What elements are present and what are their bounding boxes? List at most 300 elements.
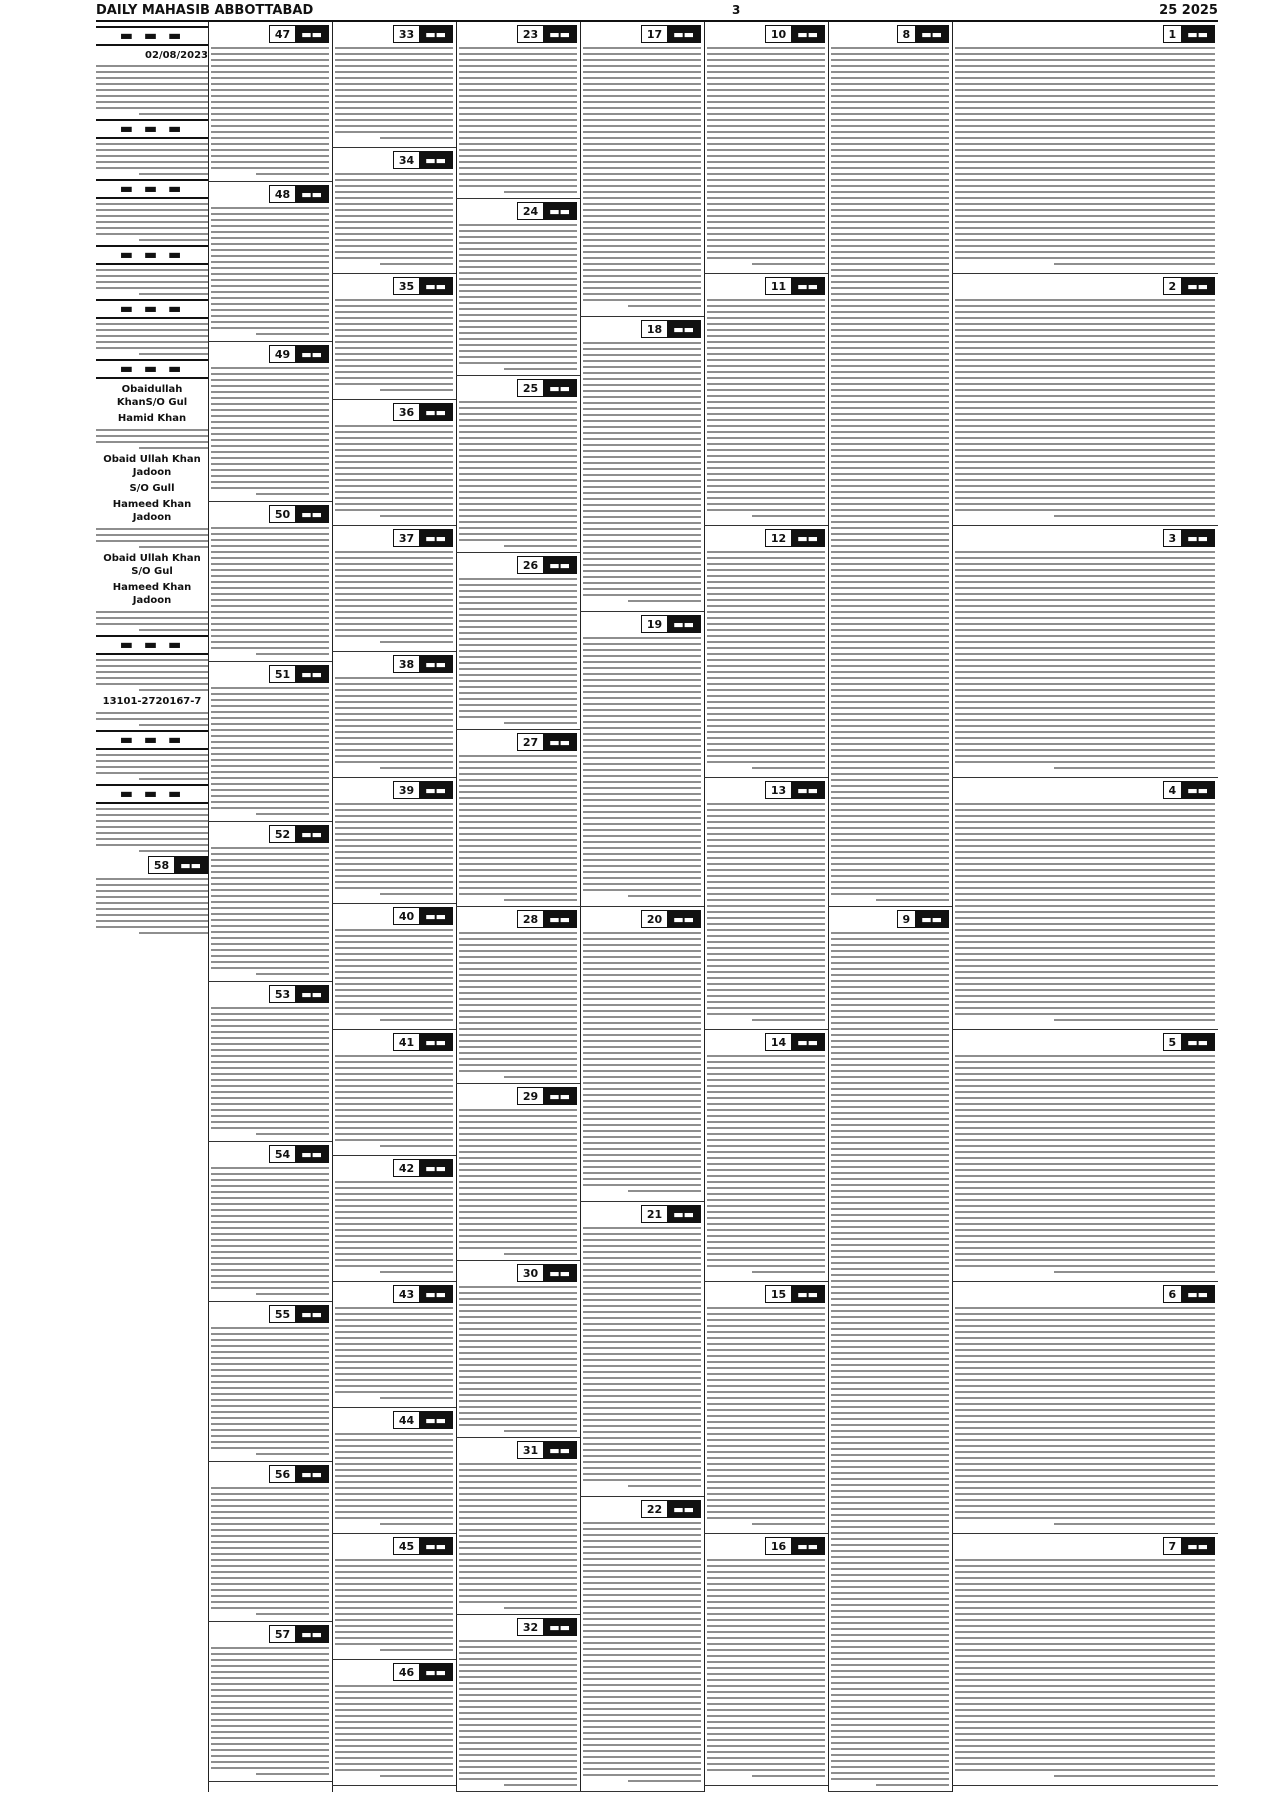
text-line [211, 1535, 329, 1537]
ad-number: 19 [646, 617, 663, 631]
page-number: 3 [732, 3, 741, 17]
text-line [335, 1721, 453, 1723]
text-line [955, 131, 1215, 133]
text-line [831, 1532, 949, 1534]
column-ads-8-9 [828, 22, 953, 1792]
text-line [459, 1652, 577, 1654]
ad-block [456, 730, 580, 907]
ad-header: 47 ▬▬ [211, 25, 329, 43]
text-line [211, 1007, 329, 1009]
ad-block [208, 1622, 332, 1782]
ad-text [335, 47, 453, 139]
text-line [707, 1235, 825, 1237]
text-line [831, 1346, 949, 1348]
text-line [831, 425, 949, 427]
text-line [831, 1610, 949, 1612]
text-line [831, 1064, 949, 1066]
text-line [211, 463, 329, 465]
text-line [707, 1511, 825, 1513]
text-line [707, 485, 825, 487]
text-line [583, 1052, 701, 1054]
text-line [459, 1394, 577, 1396]
text-line [831, 317, 949, 319]
text-line [752, 1019, 825, 1021]
text-line [955, 1151, 1215, 1153]
text-line [211, 1103, 329, 1105]
text-line [459, 320, 577, 322]
text-line [459, 1217, 577, 1219]
text-line [707, 455, 825, 457]
text-line [707, 647, 825, 649]
text-line [335, 1727, 453, 1729]
ad-header: 37 ▬▬ [335, 529, 453, 547]
text-line [831, 1022, 949, 1024]
ad-text [459, 755, 577, 901]
text-line [831, 503, 949, 505]
ad-number: 13 [770, 783, 787, 797]
text-line [211, 1185, 329, 1187]
text-line [955, 1367, 1215, 1369]
ad-text [211, 1327, 329, 1455]
text-line [211, 1363, 329, 1365]
text-line [831, 950, 949, 952]
text-line [831, 1280, 949, 1282]
text-line [96, 83, 208, 85]
text-line [831, 161, 949, 163]
text-line [955, 947, 1215, 949]
text-line [831, 1640, 949, 1642]
text-line [211, 1055, 329, 1057]
text-line [707, 1085, 825, 1087]
text-line [583, 1684, 701, 1686]
text-line [211, 119, 329, 121]
ad-header: 16 ▬▬ [707, 1537, 825, 1555]
text-line [583, 1708, 701, 1710]
text-line [459, 149, 577, 151]
text-line [831, 497, 949, 499]
text-line [459, 857, 577, 859]
text-line [955, 611, 1215, 613]
text-line [955, 605, 1215, 607]
text-line [459, 845, 577, 847]
text-line [459, 851, 577, 853]
text-line [583, 1558, 701, 1560]
text-line [831, 1112, 949, 1114]
text-line [707, 1625, 825, 1627]
text-line [955, 413, 1215, 415]
text-line [211, 1577, 329, 1579]
ad-number: 45 [398, 1539, 415, 1553]
text-line [955, 713, 1215, 715]
text-line [831, 809, 949, 811]
text-line [459, 1139, 577, 1141]
text-line [955, 479, 1215, 481]
text-line [831, 1286, 949, 1288]
ad-block [952, 1534, 1218, 1786]
text-line [459, 1505, 577, 1507]
text-line [583, 426, 701, 428]
text-line [211, 925, 329, 927]
ad-block [332, 1660, 456, 1786]
text-line [211, 1263, 329, 1265]
text-line [955, 149, 1215, 151]
text-line [955, 1391, 1215, 1393]
text-line [583, 546, 701, 548]
text-line [583, 275, 701, 277]
text-line [211, 1653, 329, 1655]
text-line [707, 155, 825, 157]
text-line [831, 1148, 949, 1150]
text-line [459, 1676, 577, 1678]
text-line [628, 1780, 701, 1782]
text-line [459, 1499, 577, 1501]
text-line [583, 203, 701, 205]
text-line [211, 1097, 329, 1099]
text-line [955, 1397, 1215, 1399]
ad-block [208, 502, 332, 662]
text-line [831, 371, 949, 373]
text-line [583, 582, 701, 584]
text-line [380, 137, 453, 139]
text-line [211, 1659, 329, 1661]
text-line [955, 1727, 1215, 1729]
text-line [876, 899, 949, 901]
text-line [335, 497, 453, 499]
text-line [459, 284, 577, 286]
text-line [211, 1351, 329, 1353]
text-line [707, 113, 825, 115]
text-line [583, 1148, 701, 1150]
text-line [831, 1094, 949, 1096]
text-line [583, 263, 701, 265]
text-line [831, 257, 949, 259]
text-line [831, 83, 949, 85]
text-line [752, 1523, 825, 1525]
text-line [96, 281, 208, 283]
text-line [459, 1664, 577, 1666]
text-line [707, 1583, 825, 1585]
ad-number: 52 [274, 827, 291, 841]
text-line [831, 1562, 949, 1564]
text-line [955, 419, 1215, 421]
text-line [831, 623, 949, 625]
text-line [256, 1293, 329, 1295]
text-line [459, 1364, 577, 1366]
text-line [955, 1445, 1215, 1447]
text-line [583, 1058, 701, 1060]
text-line [335, 455, 453, 457]
ad-text [211, 207, 329, 335]
ad-text [335, 803, 453, 895]
text-line [955, 599, 1215, 601]
text-line [459, 1181, 577, 1183]
text-line [211, 967, 329, 969]
text-line [955, 1427, 1215, 1429]
text-line [707, 77, 825, 79]
text-line [955, 905, 1215, 907]
text-line [583, 65, 701, 67]
text-line [831, 173, 949, 175]
text-line [583, 703, 701, 705]
text-line [211, 693, 329, 695]
text-line [583, 1774, 701, 1776]
text-line [831, 956, 949, 958]
text-line [707, 1595, 825, 1597]
text-line [335, 809, 453, 811]
text-line [707, 749, 825, 751]
text-line [211, 907, 329, 909]
text-line [459, 467, 577, 469]
text-line [831, 1172, 949, 1174]
text-line [955, 995, 1215, 997]
notice-header: ▬ ▬ ▬ [96, 299, 208, 319]
text-line [583, 1341, 701, 1343]
text-line [831, 869, 949, 871]
text-line [335, 335, 453, 337]
text-line [955, 473, 1215, 475]
text-line [707, 209, 825, 211]
text-line [335, 1757, 453, 1759]
text-line [583, 883, 701, 885]
text-line [831, 1676, 949, 1678]
text-line [707, 107, 825, 109]
text-line [211, 261, 329, 263]
text-line [583, 486, 701, 488]
text-line [955, 215, 1215, 217]
text-line [335, 1211, 453, 1213]
text-line [96, 908, 208, 910]
text-line [459, 662, 577, 664]
text-line [211, 1441, 329, 1443]
ad-header: 43 ▬▬ [335, 1285, 453, 1303]
newspaper-sheet [96, 22, 1218, 1792]
text-line [211, 1085, 329, 1087]
text-line [583, 787, 701, 789]
text-line [335, 317, 453, 319]
text-line [211, 1423, 329, 1425]
text-line [211, 475, 329, 477]
text-line [583, 1407, 701, 1409]
text-line [831, 509, 949, 511]
text-line [955, 1697, 1215, 1699]
text-line [211, 1761, 329, 1763]
text-line [96, 149, 208, 151]
text-line [211, 47, 329, 49]
text-line [459, 998, 577, 1000]
text-line [211, 59, 329, 61]
text-line [211, 949, 329, 951]
text-line [459, 1070, 577, 1072]
text-line [707, 1349, 825, 1351]
text-line [831, 1778, 949, 1780]
text-line [335, 1241, 453, 1243]
text-line [459, 1595, 577, 1597]
text-line [707, 701, 825, 703]
text-line [955, 1481, 1215, 1483]
text-line [955, 119, 1215, 121]
text-line [955, 1667, 1215, 1669]
text-line [335, 1391, 453, 1393]
text-line [583, 83, 701, 85]
text-line [831, 707, 949, 709]
ad-header: 9 ▬▬ [831, 910, 949, 928]
notice-header: ▬ ▬ ▬ [96, 26, 208, 46]
text-line [831, 107, 949, 109]
text-line [211, 723, 329, 725]
text-line [459, 1571, 577, 1573]
text-line [211, 741, 329, 743]
text-line [707, 185, 825, 187]
ad-text [707, 803, 825, 1021]
text-line [831, 1196, 949, 1198]
text-line [211, 783, 329, 785]
ad-number: 37 [398, 531, 415, 545]
text-line [831, 557, 949, 559]
text-line [831, 1412, 949, 1414]
text-line [335, 845, 453, 847]
text-line [459, 449, 577, 451]
text-line [583, 1383, 701, 1385]
text-line [955, 59, 1215, 61]
text-line [211, 1737, 329, 1739]
text-line [831, 461, 949, 463]
text-line [583, 161, 701, 163]
text-line [831, 1340, 949, 1342]
text-line [211, 1227, 329, 1229]
text-line [831, 713, 949, 715]
ad-number: 32 [522, 1620, 539, 1634]
ad-number: 36 [398, 405, 415, 419]
text-line [583, 474, 701, 476]
text-line [831, 893, 949, 895]
ad-header: 30 ▬▬ [459, 1264, 577, 1282]
text-line [459, 596, 577, 598]
text-line [335, 761, 453, 763]
text-line [707, 1097, 825, 1099]
text-line [707, 1247, 825, 1249]
text-line [380, 641, 453, 643]
text-line [256, 173, 329, 175]
column-ads-1-7 [952, 22, 1218, 1792]
text-line [335, 1493, 453, 1495]
text-line [831, 125, 949, 127]
text-line [583, 1467, 701, 1469]
text-line [211, 705, 329, 707]
text-line [211, 1713, 329, 1715]
ad-text [211, 1167, 329, 1295]
text-line [211, 1073, 329, 1075]
text-line [211, 273, 329, 275]
text-line [955, 1655, 1215, 1657]
ad-block [208, 22, 332, 182]
text-line [211, 379, 329, 381]
ad-block [208, 1462, 332, 1622]
text-line [459, 413, 577, 415]
notice-text [96, 429, 208, 449]
text-line [831, 89, 949, 91]
text-line [504, 1784, 577, 1786]
text-line [707, 137, 825, 139]
text-line [211, 1523, 329, 1525]
text-line [955, 551, 1215, 553]
ad-header: 12 ▬▬ [707, 529, 825, 547]
text-line [211, 433, 329, 435]
text-line [459, 473, 577, 475]
text-line [211, 937, 329, 939]
text-line [459, 803, 577, 805]
text-line [335, 449, 453, 451]
text-line [583, 1756, 701, 1758]
text-line [459, 992, 577, 994]
text-line [211, 309, 329, 311]
text-line [583, 293, 701, 295]
text-line [831, 77, 949, 79]
text-line [955, 1097, 1215, 1099]
ad-text [583, 637, 701, 897]
ad-block [332, 778, 456, 904]
text-line [583, 1443, 701, 1445]
text-line [955, 1625, 1215, 1627]
text-line [955, 1739, 1215, 1741]
text-line [955, 1127, 1215, 1129]
text-line [583, 239, 701, 241]
text-line [707, 671, 825, 673]
text-line [831, 431, 949, 433]
text-line [955, 677, 1215, 679]
text-line [707, 761, 825, 763]
text-line [335, 683, 453, 685]
text-line [335, 881, 453, 883]
text-line [955, 707, 1215, 709]
text-line [96, 275, 208, 277]
text-line [459, 1352, 577, 1354]
text-line [459, 863, 577, 865]
text-line [211, 771, 329, 773]
text-line [831, 221, 949, 223]
text-line [831, 341, 949, 343]
text-line [583, 968, 701, 970]
notice-text [96, 203, 208, 241]
text-line [459, 236, 577, 238]
text-line [707, 971, 825, 973]
text-line [211, 629, 329, 631]
ad-block [456, 553, 580, 730]
text-line [335, 1475, 453, 1477]
text-line [211, 101, 329, 103]
text-line [955, 851, 1215, 853]
text-line [955, 113, 1215, 115]
text-line [752, 767, 825, 769]
text-line [504, 1076, 577, 1078]
text-line [707, 1457, 825, 1459]
text-line [211, 1505, 329, 1507]
text-line [459, 401, 577, 403]
ad-block [704, 1030, 828, 1282]
ad-number: 3 [1168, 531, 1177, 545]
text-line [707, 959, 825, 961]
text-line [459, 1133, 577, 1135]
text-line [707, 1265, 825, 1267]
text-line [707, 341, 825, 343]
text-line [707, 941, 825, 943]
text-line [335, 983, 453, 985]
text-line [459, 1058, 577, 1060]
text-line [96, 95, 208, 97]
masthead [96, 0, 1218, 22]
text-line [955, 671, 1215, 673]
text-line [335, 461, 453, 463]
ad-text [707, 1055, 825, 1273]
